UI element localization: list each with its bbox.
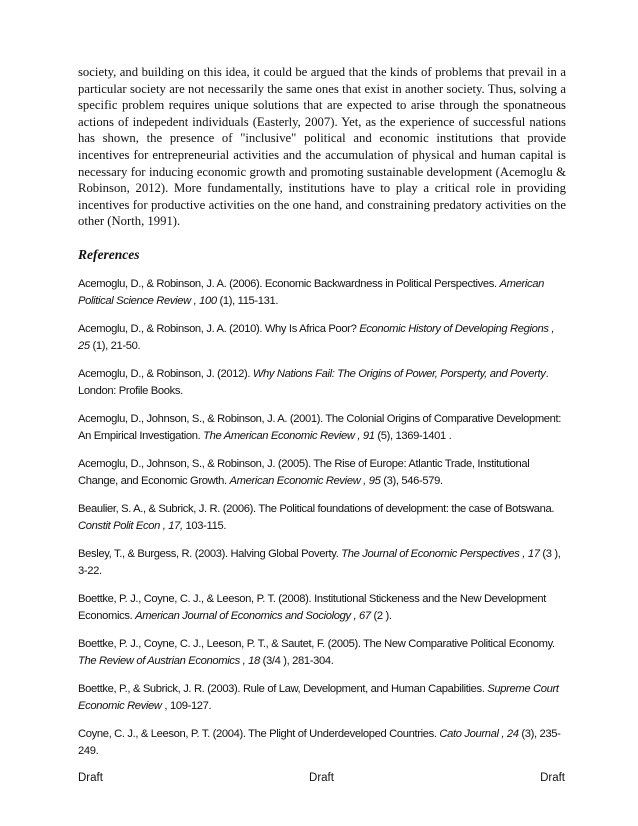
reference-source: The American Economic Review , 91 [203, 430, 375, 443]
references-list [78, 276, 568, 771]
reference-text: Acemoglu, D., Johnson, S., & Robinson, J. A. (2001). The Colonial Origins of Comparative Development: An Empirical Investigation. [78, 413, 562, 443]
reference-text: Acemoglu, D., & Robinson, J. A. (2006). Economic Backwardness in Political Perspectives. [78, 278, 500, 290]
reference-details: (1), 21-50. [89, 340, 141, 353]
reference-source: Supreme Court Economic Review [78, 683, 559, 713]
reference-item [78, 591, 568, 626]
reference-item [78, 636, 568, 671]
reference-details: (3), 546-579. [380, 475, 443, 488]
reference-details: (5), 1369-1401 . [374, 430, 452, 443]
reference-item [78, 366, 568, 401]
footer-left: Draft [78, 772, 103, 784]
reference-source: The Review of Austrian Economics , 18 [78, 655, 260, 668]
reference-item [78, 501, 568, 536]
reference-item [78, 411, 568, 446]
reference-item [78, 321, 568, 356]
reference-item [78, 726, 568, 761]
reference-source: American Journal of Economics and Sociology , 67 [135, 610, 371, 623]
reference-details: (3/4 ), 281-304. [259, 655, 334, 668]
reference-details: (3), 235-249. [78, 728, 561, 758]
reference-text: Boettke, P. J., Coyne, C. J., Leeson, P. T., & Sautet, F. (2005). The New Comparative Political Economy. [78, 638, 555, 650]
reference-source: Cato Journal , 24 [439, 728, 519, 740]
page-footer [78, 772, 565, 784]
reference-source: Constit Polit Econ , 17, [78, 520, 183, 533]
reference-source: Why Nations Fail: The Origins of Power, Porsperty, and Poverty [252, 368, 546, 380]
reference-text: Besley, T., & Burgess, R. (2003). Halving Global Poverty. [78, 548, 342, 560]
reference-item [78, 681, 568, 716]
reference-source: American Political Science Review , 100 [78, 278, 544, 308]
reference-text: Coyne, C. J., & Leeson, P. T. (2004). The Plight of Underdeveloped Countries. [78, 728, 440, 740]
body-paragraph: society, and building on this idea, it could be argued that the kinds of problems that prevail in a particular society are not necessarily the same ones that exist in another society. Thus, solving a specific problem requires unique solutions that are expected to arise through the sponatneous actions of indepedent individuals (Easterly, 2007). Yet, as the experience of successful nations has shown, the presence of "inclusive" political and economic institutions that provide incentives for entrepreneurial activities and the accumulation of physical and human capital is necessary for inducing economic growth and promoting sustainable development (Acemoglu & Robinson, 2012). More fundamentally, institutions have to play a critical role in providing incentives for productive activities on the one hand, and constraining predatory activities on the other (North, 1991). [78, 65, 566, 229]
reference-source: American Economic Review , 95 [229, 475, 381, 488]
reference-item [78, 456, 568, 491]
reference-details: (3 ), 3-22. [78, 548, 561, 578]
footer-center: Draft [309, 772, 334, 784]
reference-details: 103-115. [182, 520, 227, 533]
reference-text: Acemoglu, D., & Robinson, J. A. (2010). Why Is Africa Poor? [78, 323, 360, 335]
footer-right: Draft [540, 772, 565, 784]
reference-details: (2 ). [370, 610, 392, 623]
reference-details: (1), 115-131. [216, 295, 279, 308]
reference-details: . London: Profile Books. [78, 368, 549, 398]
reference-details: , 109-127. [161, 700, 212, 713]
reference-source: The Journal of Economic Perspectives , 17 [341, 548, 540, 560]
references-heading: References [78, 247, 140, 262]
reference-text: Acemoglu, D., & Robinson, J. (2012). [78, 368, 253, 380]
reference-item [78, 276, 568, 311]
reference-text: Acemoglu, D., Johnson, S., & Robinson, J. (2005). The Rise of Europe: Atlantic Trade, Institutional Change, and Economic Growth. [78, 458, 530, 488]
reference-text: Boettke, P., & Subrick, J. R. (2003). Rule of Law, Development, and Human Capabilities. [78, 683, 488, 695]
reference-item [78, 546, 568, 581]
reference-source: Economic History of Developing Regions , 25 [78, 323, 555, 353]
reference-text: Boettke, P. J., Coyne, C. J., & Leeson, P. T. (2008). Institutional Stickeness and the New Development Economics. [78, 593, 547, 623]
reference-text: Beaulier, S. A., & Subrick, J. R. (2006). The Political foundations of development: the case of Botswana. [78, 503, 555, 515]
